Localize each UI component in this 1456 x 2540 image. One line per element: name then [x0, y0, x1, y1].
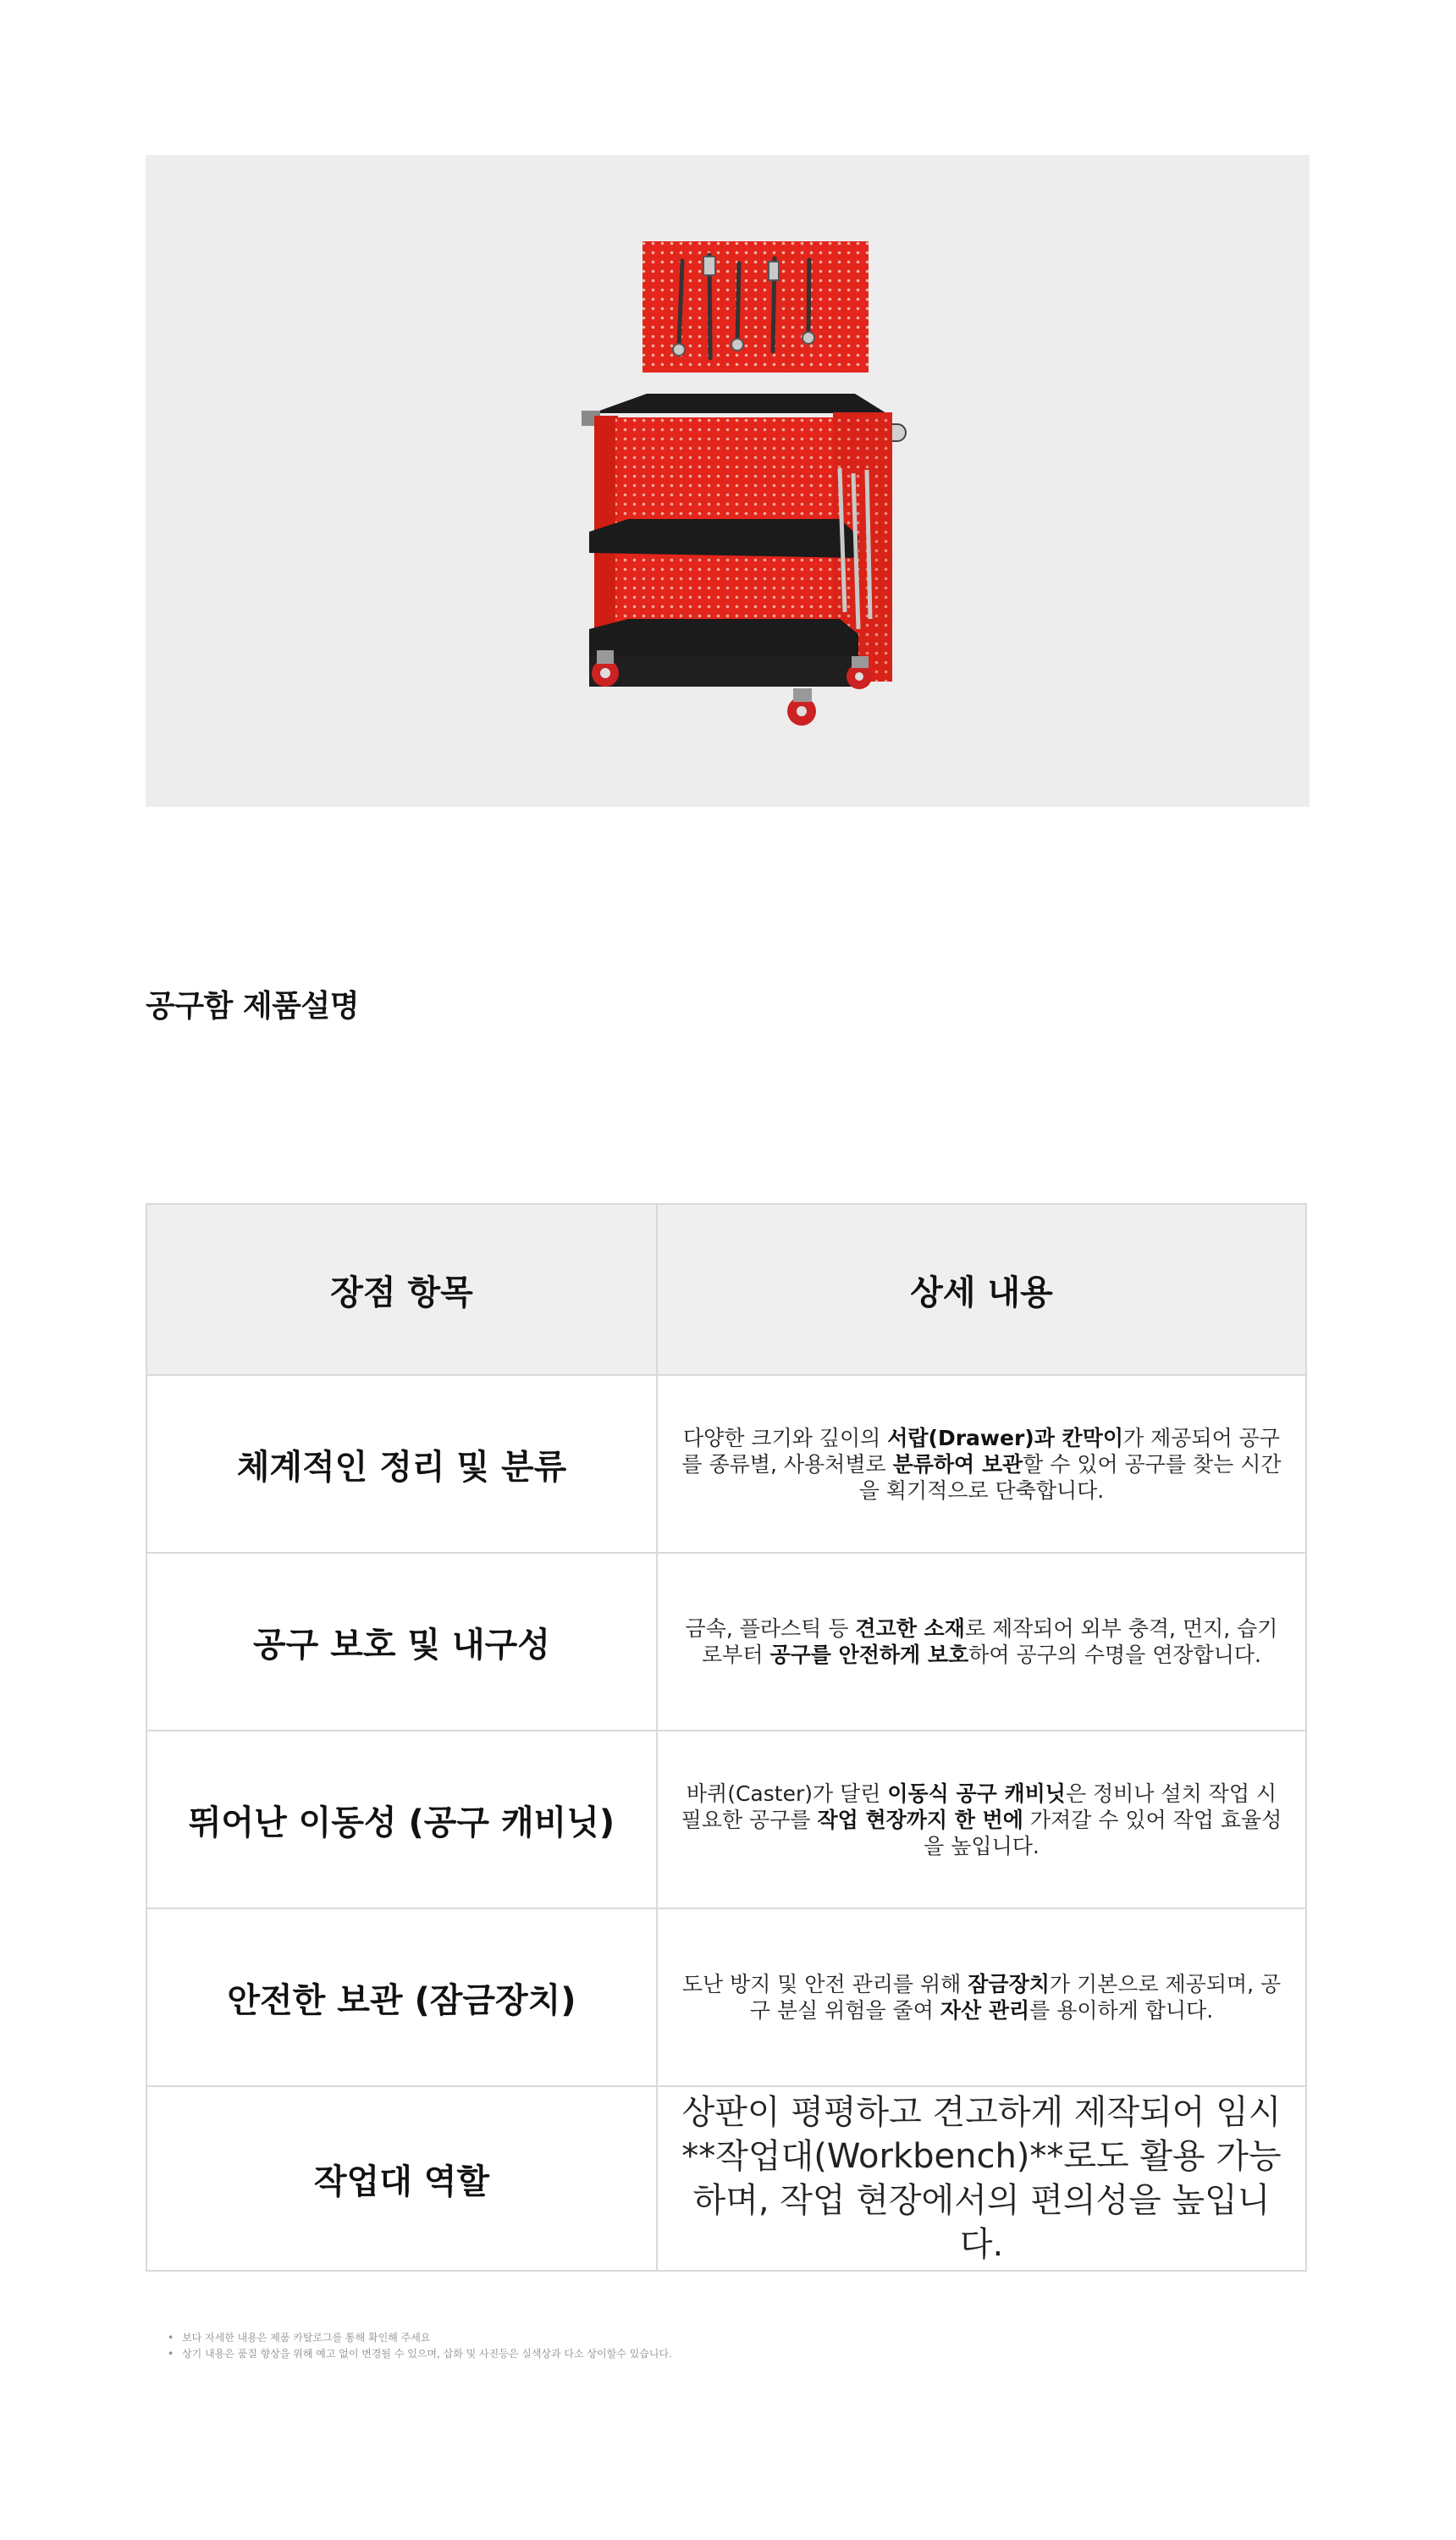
detail-emphasis: 자산 관리 [940, 1998, 1030, 2023]
detail-text: 할 수 있어 공구를 찾는 시간을 획기적으로 단축합니다. [858, 1451, 1282, 1503]
header-item: 장점 항목 [146, 1204, 657, 1375]
advantage-detail [657, 1908, 1306, 2086]
advantage-item: 안전한 보관 (잠금장치) [146, 1908, 657, 2086]
table-row [146, 2086, 1306, 2271]
advantage-item: 체계적인 정리 및 분류 [146, 1375, 657, 1553]
detail-text: 은 정비나 설치 작업 시 필요한 공구를 [681, 1781, 1277, 1832]
detail-text: 를 용이하게 합니다. [1029, 1998, 1214, 2023]
footnotes [168, 2330, 672, 2362]
detail-text: 가 제공되어 공구를 종류별, 사용처별로 [681, 1425, 1280, 1477]
detail-text: 바퀴(Caster)가 달린 [686, 1781, 888, 1806]
detail-emphasis: 분류하여 보관 [892, 1451, 1023, 1477]
table-row [146, 1731, 1306, 1908]
detail-text: 가 기본으로 제공되며, 공구 분실 위험을 줄여 [749, 1972, 1282, 2023]
advantage-detail [657, 1731, 1306, 1908]
advantage-detail [657, 1375, 1306, 1553]
detail-text: 상판이 평평하고 견고하게 제작되어 임시 **작업대(Workbench)**로도 활용 가능하며, 작업 현장에서의 편의성을 높입니다. [681, 2093, 1282, 2264]
footnote: • 상기 내용은 품질 향상을 위해 예고 없이 변경될 수 있으며, 삽화 및 사진등은 실색상과 다소 상이할수 있습니다. [168, 2346, 672, 2362]
footnote: • 보다 자세한 내용은 제품 카탈로그를 통해 확인해 주세요 [168, 2330, 672, 2346]
tool-cart-image [146, 155, 1310, 807]
table-header-row [146, 1204, 1306, 1375]
advantage-detail [657, 1553, 1306, 1731]
detail-emphasis: 공구를 안전하게 보호 [769, 1643, 969, 1667]
advantage-item: 공구 보호 및 내구성 [146, 1553, 657, 1731]
detail-text: 로 제작되어 외부 충격, 먼지, 습기로부터 [702, 1616, 1278, 1667]
detail-text: 금속, 플라스틱 등 [685, 1616, 856, 1641]
detail-text: 다양한 크기와 깊이의 [683, 1425, 888, 1450]
detail-text: 도난 방지 및 안전 관리를 위해 [681, 1972, 968, 1996]
table-row [146, 1375, 1306, 1553]
section-title: 공구함 제품설명 [146, 989, 359, 1024]
header-detail: 상세 내용 [657, 1204, 1306, 1375]
detail-emphasis: 잠금장치 [968, 1972, 1050, 1996]
detail-emphasis: 서랍(Drawer)과 칸막이 [887, 1425, 1124, 1450]
detail-emphasis: 이동식 공구 캐비닛 [887, 1781, 1066, 1806]
table-row [146, 1553, 1306, 1731]
detail-emphasis: 견고한 소재 [855, 1616, 965, 1641]
detail-emphasis: 작업 현장까지 한 번에 [817, 1807, 1023, 1832]
detail-text: 하여 공구의 수명을 연장합니다. [968, 1643, 1261, 1667]
advantage-item: 작업대 역할 [146, 2086, 657, 2271]
advantages-table [146, 1203, 1307, 2272]
advantage-detail [657, 2086, 1306, 2271]
detail-text: 가져갈 수 있어 작업 효율성을 높입니다. [924, 1807, 1282, 1858]
table-row [146, 1908, 1306, 2086]
advantage-item: 뛰어난 이동성 (공구 캐비닛) [146, 1731, 657, 1908]
product-image-panel [146, 155, 1310, 807]
